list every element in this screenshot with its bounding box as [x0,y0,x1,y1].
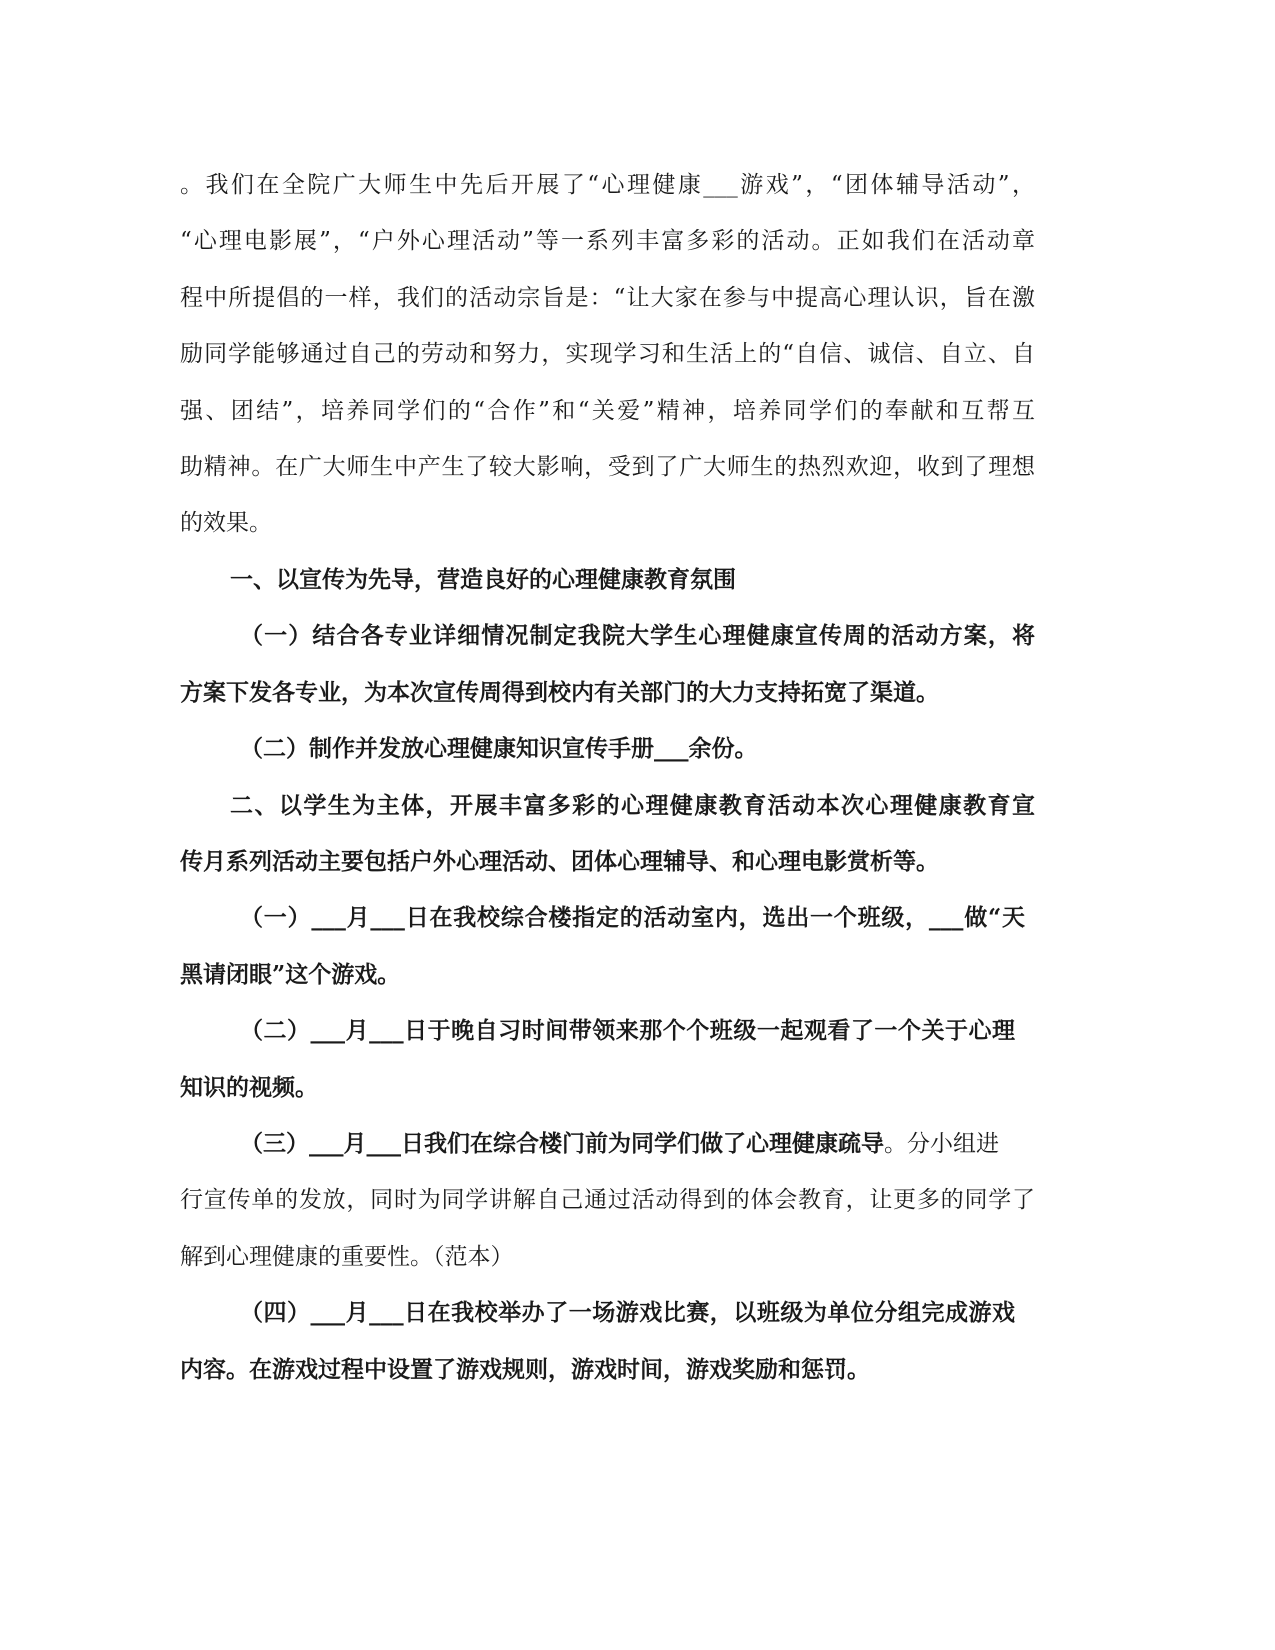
section2-item3-line2: 行宣传单的发放，同时为同学讲解自己通过活动得到的体会教育，让更多的同学了 [180,1187,1035,1213]
section2-item4-line2: 内容。在游戏过程中设置了游戏规则，游戏时间，游戏奖励和惩罚。 [180,1356,870,1383]
section1-item1-line1: （一）结合各专业详细情况制定我院大学生心理健康宣传周的活动方案，将 [240,622,1035,649]
section2-item3-normal-part: 。分小组进 [884,1131,999,1157]
intro-line-2: “心理电影展”，“户外心理活动”等一系列丰富多彩的活动。正如我们在活动章 [180,228,1035,254]
intro-line-4: 励同学能够通过自己的劳动和努力，实现学习和生活上的“自信、诚信、自立、自 [180,341,1035,367]
intro-line-5: 强、团结”，培养同学们的“合作”和“关爱”精神，培养同学们的奉献和互帮互 [180,398,1035,424]
section2-item1-line2: 黑请闭眼”这个游戏。 [180,961,401,988]
section2-heading-line1: 二、以学生为主体，开展丰富多彩的心理健康教育活动本次心理健康教育宣 [230,792,1035,819]
section2-item4-line1: （四）___月___日在我校举办了一场游戏比赛，以班级为单位分组完成游戏 [240,1299,1015,1326]
section2-item3-line1 [240,1129,999,1159]
section1-heading: 一、以宣传为先导，营造良好的心理健康教育氛围 [230,566,736,593]
intro-line-6: 助精神。在广大师生中产生了较大影响，受到了广大师生的热烈欢迎，收到了理想 [180,454,1035,480]
section2-item2-line2: 知识的视频。 [180,1074,318,1101]
intro-line-7: 的效果。 [180,510,272,536]
intro-line-3: 程中所提倡的一样，我们的活动宗旨是：“让大家在参与中提高心理认识，旨在激 [180,285,1035,311]
section2-item3-line3: 解到心理健康的重要性。（范本） [180,1244,514,1270]
intro-line-1: 。我们在全院广大师生中先后开展了“心理健康___游戏”，“团体辅导活动”， [180,172,1035,198]
section2-heading-line2: 传月系列活动主要包括户外心理活动、团体心理辅导、和心理电影赏析等。 [180,848,939,875]
section1-item2: （二）制作并发放心理健康知识宣传手册___余份。 [240,735,758,762]
section2-item3-bold-part: （三）___月___日我们在综合楼门前为同学们做了心理健康疏导 [240,1130,884,1157]
section2-item1-line1: （一）___月___日在我校综合楼指定的活动室内，选出一个班级，___做“天 [240,904,1025,931]
section2-item2-line1: （二）___月___日于晚自习时间带领来那个个班级一起观看了一个关于心理 [240,1017,1015,1044]
section1-item1-line2: 方案下发各专业，为本次宣传周得到校内有关部门的大力支持拓宽了渠道。 [180,679,939,706]
